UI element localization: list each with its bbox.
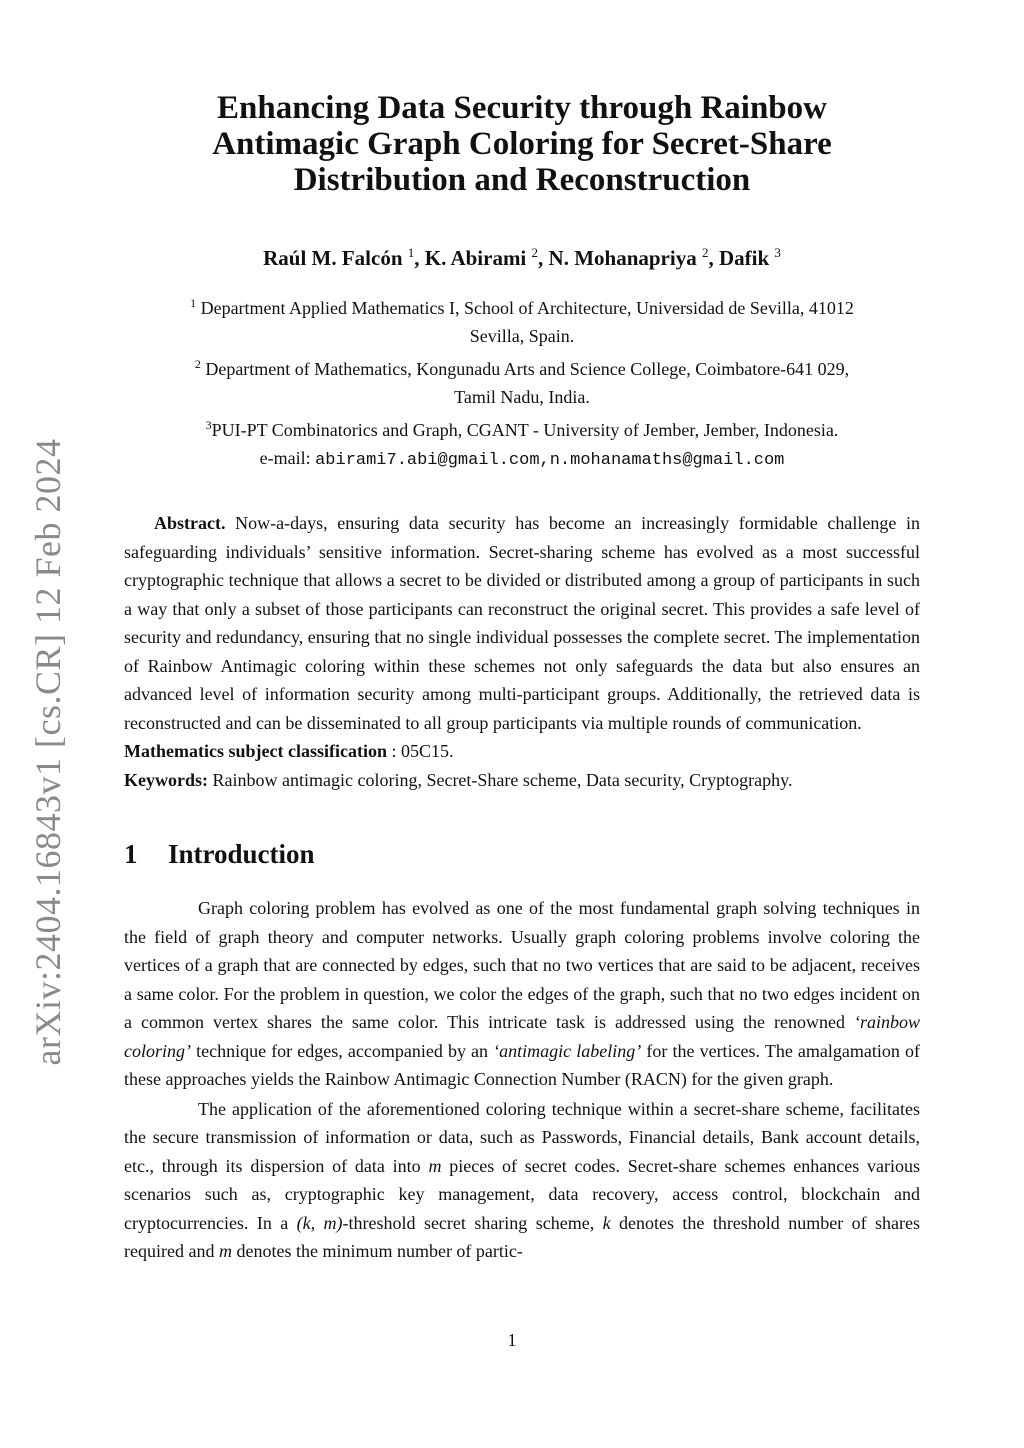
emphasis: ‘antimagic labeling’ xyxy=(493,1040,642,1061)
abstract-block xyxy=(124,509,920,794)
title-line: Enhancing Data Security through Rainbow xyxy=(216,90,827,126)
affiliation-2: $^2$ Department of Mathematics, Kongunadu Arts and Science College, Coimbatore-641 029, xyxy=(194,357,850,379)
keywords-value: Rainbow antimagic coloring, Secret-Share scheme, Data security, Cryptography. xyxy=(208,769,793,790)
abstract-label: Abstract. xyxy=(154,513,226,533)
author-separator: , xyxy=(414,246,425,270)
author-separator: , xyxy=(538,246,549,270)
affiliations xyxy=(124,289,920,475)
affiliation-mark: 3 xyxy=(205,418,212,432)
emphasis: ‘rainbow coloring’ xyxy=(124,1012,920,1061)
affiliation-1-cont: Sevilla, Spain. xyxy=(469,326,575,346)
msc-value: : 05C15. xyxy=(386,741,454,761)
abstract-text: Now-a-days, ensuring data security has become an increasingly formidable challenge in safeguarding individuals’ sensitive information. Secret-sharing scheme has evolved as a most successful cryptographic technique that allows a secret to be divided or distributed among a group of participants in such a way that only a subset of those participants can reconstruct the original secret. This provides a safe level of security and redundancy, ensuring that no single individual possesses the complete secret. The implementation of Rainbow Antimagic coloring within these schemes not only safeguards the data but also ensures an advanced level of information security among multi-participant groups. Additionally, the retrieved data is reconstructed and can be disseminated to all group participants via multiple rounds of communication. xyxy=(124,513,921,733)
math-symbol: m xyxy=(428,1155,442,1176)
body-paragraph: Graph coloring problem has evolved as one of the most fundamental graph solving techniques in the field of graph theory and computer networks. Usually graph coloring problems involve coloring the vertices of a graph that are connected by edges, such that no two vertices that are said to be adjacent, receives a same color. For the problem in question, we color the edges of the graph, such that no two edges incident on a common vertex shares the same color. This intricate task is addressed using the renowned ‘rainbow coloring’ technique for edges, accompanied by an ‘antimagic labeling’ for the vertices. The amalgamation of these approaches yields the Rainbow Antimagic Connection Number (RACN) for the given graph. xyxy=(124,898,920,1089)
affiliation-mark: 1 xyxy=(190,296,197,310)
author-separator: , xyxy=(708,246,719,270)
affiliation-1: $^1$ Department Applied Mathematics I, School of Architecture, Universidad de Sevilla, 41012 xyxy=(190,296,854,318)
author-name: K. Abirami xyxy=(424,246,527,270)
keywords-label: Keywords: xyxy=(124,769,208,790)
affiliation-mark: 2 xyxy=(531,245,539,260)
math-symbol: (k, m) xyxy=(296,1212,343,1233)
email-line xyxy=(124,444,920,475)
keywords-line xyxy=(124,766,920,795)
affiliation-mark: 1 xyxy=(407,245,415,260)
author-name: Dafik xyxy=(718,246,770,270)
msc-label: Mathematics subject classification xyxy=(124,741,387,761)
paper-title xyxy=(124,90,920,198)
section-number: 1 xyxy=(124,839,138,869)
abstract-paragraph xyxy=(124,509,920,737)
math-symbol: m xyxy=(218,1241,232,1261)
body-paragraph: The application of the aforementioned coloring technique within a secret-share scheme, facilitates the secure transmission of information or data, such as Passwords, Financial details, Bank account details, etc., through its dispersion of data into m pieces of secret codes. Secret-share schemes enhances various scenarios such as, cryptographic key management, data recovery, access control, blockchain and cryptocurrencies. In a (k, m)-threshold secret sharing scheme, k denotes the threshold number of shares required and m denotes the minimum number of partic- xyxy=(124,1098,920,1261)
affiliation-2-cont: Tamil Nadu, India. xyxy=(454,387,590,407)
email-label: e-mail: xyxy=(259,448,311,468)
title-line: Distribution and Reconstruction xyxy=(293,162,751,198)
affiliation-mark: 3 xyxy=(774,245,781,260)
affiliation-mark: 2 xyxy=(701,245,709,260)
affiliation-mark: 2 xyxy=(194,357,201,371)
arxiv-side-stamp: arXiv:2404.16843v1 [cs.CR] 12 Feb 2024 xyxy=(28,438,68,1066)
title-line: Antimagic Graph Coloring for Secret-Share xyxy=(212,126,832,162)
author-list xyxy=(124,240,920,271)
author-name: N. Mohanapriya xyxy=(548,246,697,270)
section-title: Introduction xyxy=(168,839,315,869)
email-addresses: abirami7.abi@gmail.com,n.mohanamaths@gmail.com xyxy=(315,451,785,470)
section-body xyxy=(124,894,920,1266)
page-number: 1 xyxy=(507,1330,517,1350)
author-name: Raúl M. Falcón xyxy=(263,246,403,270)
section-heading xyxy=(124,838,920,870)
math-symbol: k xyxy=(602,1212,611,1233)
affiliation-3: $^3$PUI-PT Combinatorics and Graph, CGANT - University of Jember, Jember, Indonesia. xyxy=(205,418,839,440)
paper-page xyxy=(124,90,920,1266)
msc-line xyxy=(124,737,920,766)
